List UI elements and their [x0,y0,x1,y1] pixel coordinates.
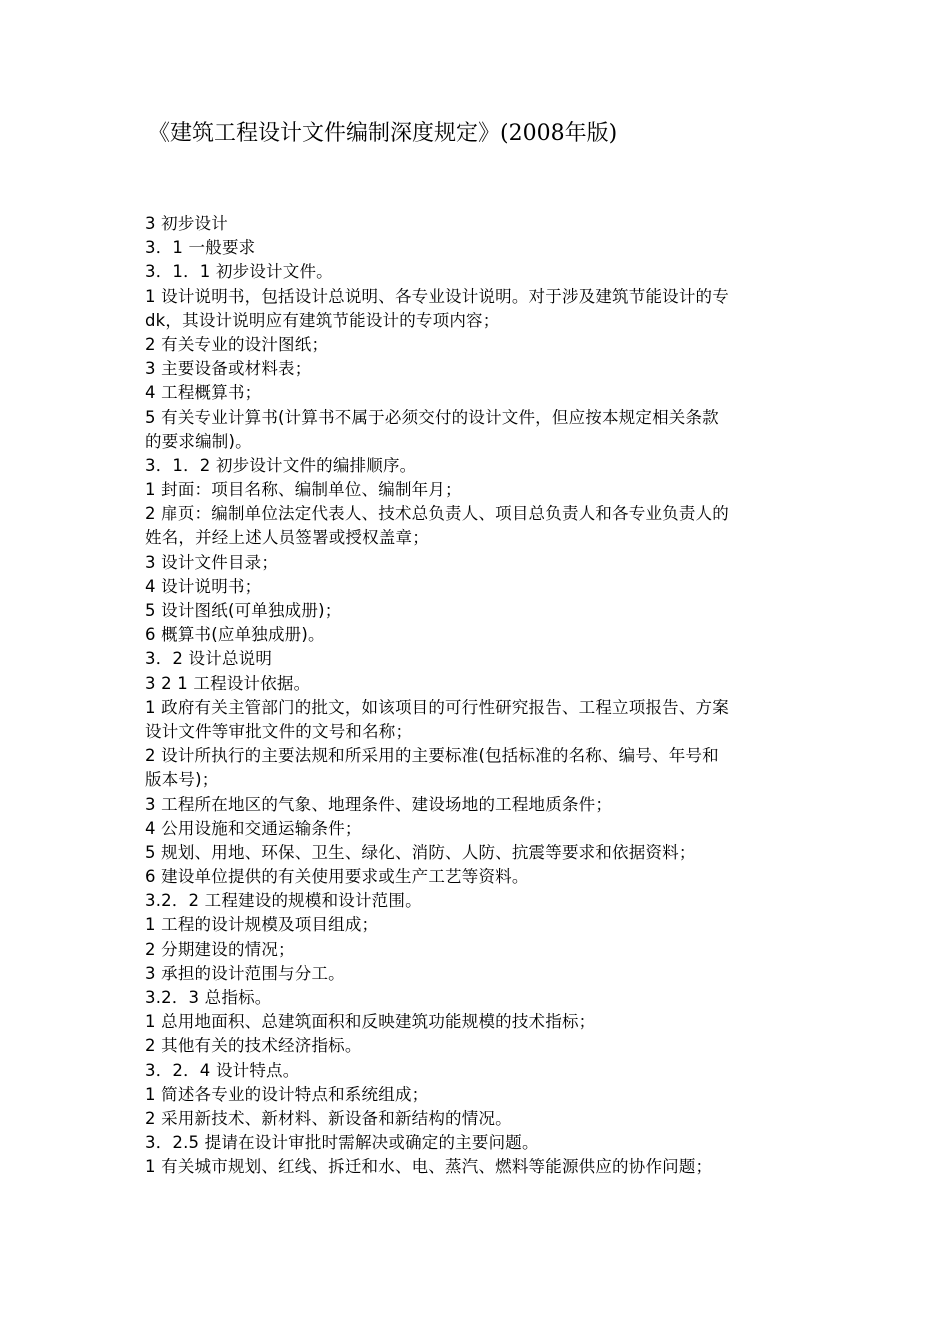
text-line: 1 总用地面积、总建筑面积和反映建筑功能规模的技术指标； [145,1012,596,1032]
text-line: 3．1 一般要求 [145,238,256,258]
text-line: 4 工程概算书； [145,383,262,403]
text-line: 1 政府有关主管部门的批文，如该项目的可行性研究报告、工程立项报告、方案 [145,697,729,717]
text-line: 3.2．2 工程建设的规模和设计范围。 [145,891,422,911]
text-line: 的要求编制)。 [145,431,252,451]
text-line: 1 工程的设计规模及项目组成； [145,915,379,935]
text-line: 3．1．2 初步设计文件的编排顺序。 [145,455,417,475]
text-line: 1 封面：项目名称、编制单位、编制年月； [145,480,462,500]
text-line: 3．2.5 提请在设计审批时需解决或确定的主要问题。 [145,1133,539,1153]
text-line: 4 公用设施和交通运输条件； [145,818,362,838]
text-line: 版本号)； [145,770,219,790]
text-line: 4 设计说明书； [145,576,262,596]
text-line: 1 简述各专业的设计特点和系统组成； [145,1084,429,1104]
text-line: 3．1．1 初步设计文件。 [145,262,333,282]
text-line: 6 建设单位提供的有关使用要求或生产工艺等资料。 [145,867,529,887]
document-title: 《建筑工程设计文件编制深度规定》(2008年版) [148,121,618,146]
text-line: 1 有关城市规划、红线、拆迁和水、电、蒸汽、燃料等能源供应的协作问题； [145,1157,713,1177]
text-line: 2 采用新技术、新材料、新设备和新结构的情况。 [145,1108,512,1128]
text-line: 5 规划、用地、环保、卫生、绿化、消防、人防、抗震等要求和依据资料； [145,842,696,862]
text-line: 6 概算书(应单独成册)。 [145,625,325,645]
text-line: 3 承担的设计范围与分工。 [145,963,345,983]
document-body [145,212,815,1180]
text-line: dk，其设计说明应有建筑节能设计的专项内容； [145,310,500,330]
text-line: 2 其他有关的技术经济指标。 [145,1036,362,1056]
text-line: 2 扉页：编制单位法定代表人、技术总负责人、项目总负责人和各专业负责人的 [145,504,729,524]
text-line: 3.2．3 总指标。 [145,988,272,1007]
text-line: 设计文件等审批文件的文号和名称； [145,721,413,741]
text-line: 姓名，并经上述人员签署或授权盖章； [145,528,429,548]
text-line: 5 设计图纸(可单独成册)； [145,601,342,620]
text-line: 3 主要设备或材料表； [145,359,312,379]
text-line: 3 初步设计 [145,214,228,233]
text-line: 3 2 1 工程设计依据。 [145,673,311,693]
text-line: 3．2．4 设计特点。 [145,1060,300,1080]
text-line: 2 设计所执行的主要法规和所采用的主要标准(包括标准的名称、编号、年号和 [145,746,719,766]
text-line: 3．2 设计总说明 [145,649,273,669]
text-line: 5 有关专业计算书(计算书不属于必须交付的设计文件，但应按本规定相关条款 [145,407,719,427]
text-line: 3 设计文件目录； [145,552,279,572]
text-line: 2 分期建设的情况； [145,939,295,959]
text-line: 3 工程所在地区的气象、地理条件、建设场地的工程地质条件； [145,794,613,814]
text-line: 2 有关专业的设汁图纸； [145,334,329,354]
text-line: 1 设计说明书，包括设计总说明、各专业设计说明。对于涉及建筑节能设计的专 [145,286,729,306]
